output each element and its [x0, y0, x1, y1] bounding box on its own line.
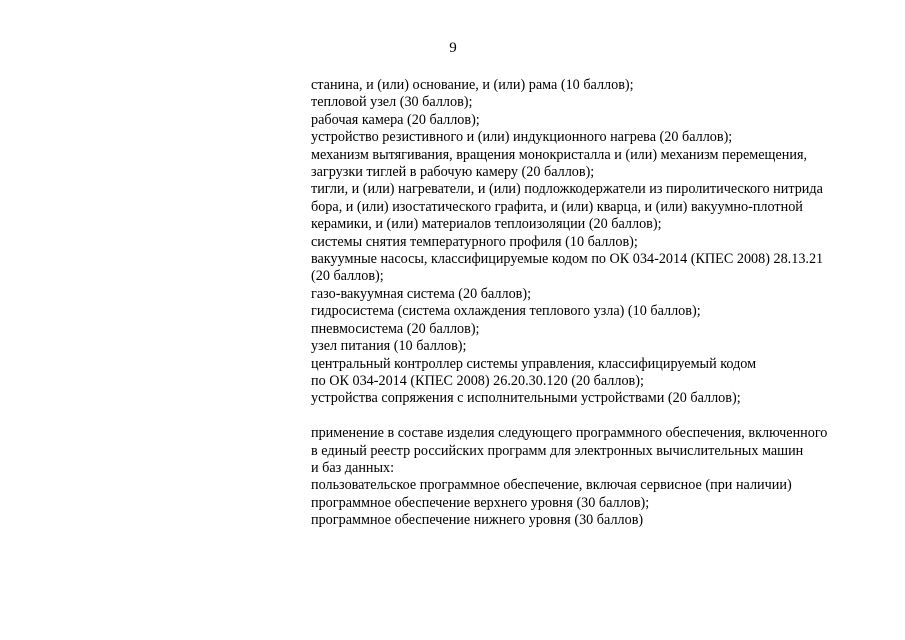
text-line: и баз данных:	[311, 459, 395, 476]
text-line: тигли, и (или) нагреватели, и (или) подложкодержатели из пиролитического нитрида	[311, 181, 823, 198]
page-number: 9	[449, 40, 457, 56]
text-line: механизм вытягивания, вращения монокристалла и (или) механизм перемещения,	[311, 146, 808, 163]
text-line: в единый реестр российских программ для электронных вычислительных машин	[311, 442, 804, 459]
text-line: устройства сопряжения с исполнительными устройствами (20 баллов);	[311, 390, 741, 407]
text-line: станина, и (или) основание, и (или) рама (10 баллов);	[311, 77, 634, 93]
text-line: вакуумные насосы, классифицируемые кодом по ОК 034-2014 (КПЕС 2008) 28.13.21	[311, 251, 824, 268]
text-line: газо-вакуумная система (20 баллов);	[311, 285, 532, 302]
text-line: (20 баллов);	[311, 268, 384, 285]
text-line: пневмосистема (20 баллов);	[311, 320, 480, 337]
text-line: по ОК 034-2014 (КПЕС 2008) 26.20.30.120 (20 баллов);	[311, 372, 644, 389]
text-line: узел питания (10 баллов);	[311, 338, 467, 355]
text-line: керамики, и (или) материалов теплоизоляции (20 баллов);	[311, 216, 662, 233]
text-line: программное обеспечение нижнего уровня (30 баллов)	[311, 512, 644, 529]
text-line: устройство резистивного и (или) индукционного нагрева (20 баллов);	[311, 129, 733, 146]
text-line: гидросистема (система охлаждения теплового узла) (10 баллов);	[311, 303, 701, 320]
text-line: загрузки тиглей в рабочую камеру (20 баллов);	[311, 164, 595, 181]
text-line: тепловой узел (30 баллов);	[311, 94, 473, 111]
text-line: программное обеспечение верхнего уровня (30 баллов);	[311, 494, 650, 511]
text-line: системы снятия температурного профиля (10 баллов);	[311, 233, 638, 250]
text-line: рабочая камера (20 баллов);	[311, 111, 480, 128]
text-line: пользовательское программное обеспечение, включая сервисное (при наличии)	[311, 477, 792, 494]
text-line: бора, и (или) изостатического графита, и (или) кварца, и (или) вакуумно-плотной	[311, 198, 803, 215]
text-line: центральный контроллер системы управления, классифицируемый кодом	[311, 355, 757, 372]
paragraph-gap	[311, 408, 891, 425]
document-body	[311, 77, 891, 530]
text-line: применение в составе изделия следующего программного обеспечения, включенного	[311, 425, 828, 442]
